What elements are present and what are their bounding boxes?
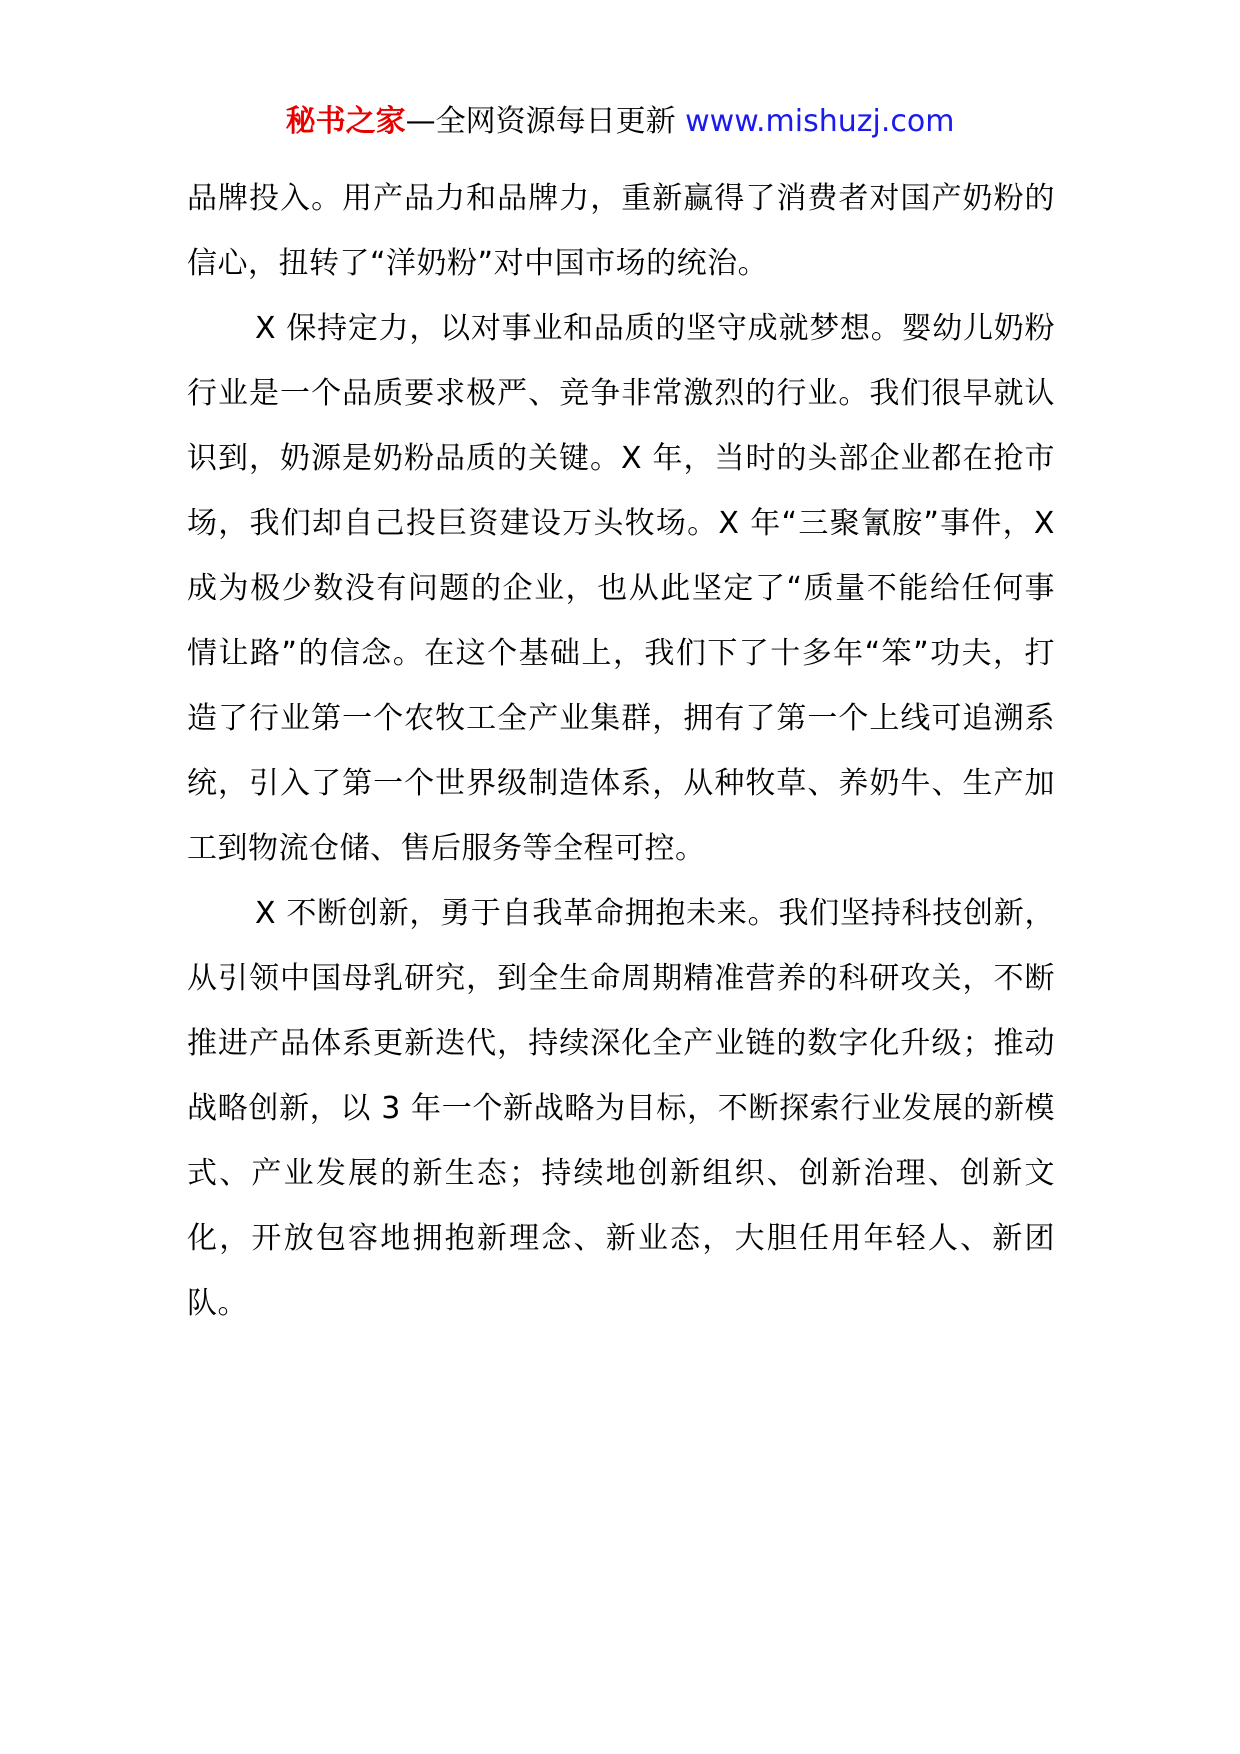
brand-name: 秘书之家 xyxy=(285,104,406,139)
paragraph: X 保持定力，以对事业和品质的坚守成就梦想。婴幼儿奶粉行业是一个品质要求极严、竞争非常激烈的行业。我们很早就认识到，奶源是奶粉品质的关键。X 年，当时的头部企业都在抢市场，我们却自己投巨资建设万头牧场。X 年“三聚氰胺”事件，X 成为极少数没有问题的企业，也从此坚定了“质量不能给任何事情让路”的信念。在这个基础上，我们下了十多年“笨”功夫，打造了行业第一个农牧工全产业集群，拥有了第一个上线可追溯系统，引入了第一个世界级制造体系，从种牧草、养奶牛、生产加工到物流仓储、售后服务等全程可控。 xyxy=(187,311,1055,866)
document-body xyxy=(187,166,1055,1336)
site-url-link[interactable]: www.mishuzj.com xyxy=(685,104,955,139)
paragraph-continuation: 品牌投入。用产品力和品牌力，重新赢得了消费者对国产奶粉的信心，扭转了“洋奶粉”对中国市场的统治。 xyxy=(187,181,1055,281)
paragraph: X 不断创新，勇于自我革命拥抱未来。我们坚持科技创新，从引领中国母乳研究，到全生命周期精准营养的科研攻关，不断推进产品体系更新迭代，持续深化全产业链的数字化升级；推动战略创新，以 3 年一个新战略为目标，不断探索行业发展的新模式、产业发展的新生态；持续地创新组织、创新治理、创新文化，开放包容地拥抱新理念、新业态，大胆任用年轻人、新团队。 xyxy=(187,896,1055,1321)
page-header xyxy=(0,100,1240,144)
header-tagline: —全网资源每日更新 xyxy=(405,104,686,139)
